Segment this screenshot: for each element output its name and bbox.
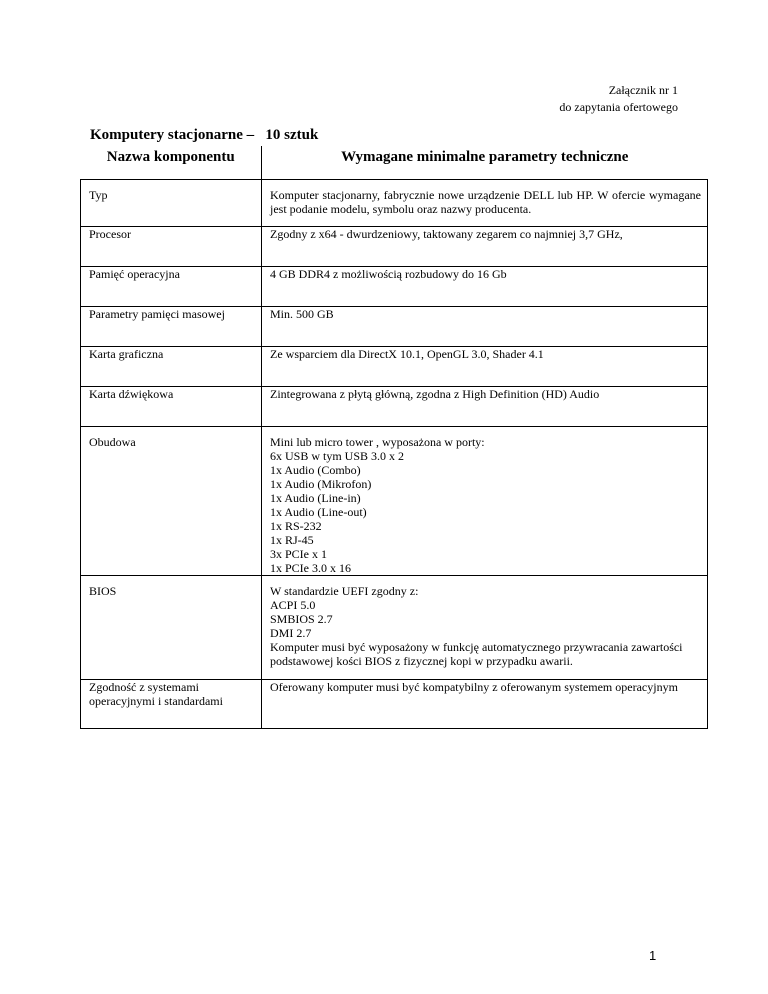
- row-value: [262, 576, 708, 680]
- table-header-row: [81, 146, 708, 180]
- row-name: Parametry pamięci masowej: [81, 307, 262, 347]
- table-row: [81, 267, 708, 307]
- row-name: Procesor: [81, 227, 262, 267]
- header-component-name: Nazwa komponentu: [81, 146, 262, 180]
- annex-number: Załącznik nr 1: [608, 83, 678, 97]
- row-value: 4 GB DDR4 z możliwością rozbudowy do 16 Gb: [262, 267, 708, 307]
- row-name: Karta graficzna: [81, 347, 262, 387]
- row-name: Typ: [81, 180, 262, 227]
- row-value-line: 1x Audio (Mikrofon): [270, 477, 372, 491]
- row-value: Zgodny z x64 - dwurdzeniowy, taktowany zegarem co najmniej 3,7 GHz,: [262, 227, 708, 267]
- row-name: Obudowa: [81, 427, 262, 576]
- row-value-line: 1x RS-232: [270, 519, 322, 533]
- section-heading: Komputery stacjonarne – 10 sztuk: [90, 127, 319, 143]
- table-row: [81, 307, 708, 347]
- table-row: [81, 427, 708, 576]
- row-value-line: 6x USB w tym USB 3.0 x 2: [270, 449, 405, 463]
- row-value: Oferowany komputer musi być kompatybilny z oferowanym systemem operacyjnym: [262, 680, 708, 729]
- row-value-line: DMI 2.7: [270, 626, 312, 640]
- spec-table: [80, 146, 708, 729]
- row-value-line: W standardzie UEFI zgodny z:: [270, 584, 419, 598]
- row-value-line: 1x RJ-45: [270, 533, 314, 547]
- table-row: [81, 680, 708, 729]
- row-value-line: 1x Audio (Line-out): [270, 505, 367, 519]
- annex-subtitle: do zapytania ofertowego: [559, 100, 678, 114]
- row-value-line: 1x Audio (Combo): [270, 463, 361, 477]
- row-value: [262, 427, 708, 576]
- row-value: Komputer stacjonarny, fabrycznie nowe urządzenie DELL lub HP. W ofercie wymagane jest podanie modelu, symbolu oraz nazwy producenta.: [262, 180, 708, 227]
- table-row: [81, 387, 708, 427]
- row-name: Pamięć operacyjna: [81, 267, 262, 307]
- row-value-line: 1x PCIe 3.0 x 16: [270, 561, 351, 575]
- row-value: Ze wsparciem dla DirectX 10.1, OpenGL 3.0, Shader 4.1: [262, 347, 708, 387]
- annex-note: [378, 82, 678, 116]
- table-row: [81, 180, 708, 227]
- table-row: [81, 347, 708, 387]
- header-requirements: Wymagane minimalne parametry techniczne: [262, 146, 708, 180]
- row-name: Zgodność z systemami operacyjnymi i standardami: [81, 680, 262, 729]
- row-value-line: Mini lub micro tower , wyposażona w porty:: [270, 435, 485, 449]
- row-name: BIOS: [81, 576, 262, 680]
- table-row: [81, 227, 708, 267]
- page-number: 1: [649, 948, 657, 963]
- row-value-line: 3x PCIe x 1: [270, 547, 327, 561]
- row-value-line: 1x Audio (Line-in): [270, 491, 361, 505]
- table-row: [81, 576, 708, 680]
- row-value-line: ACPI 5.0: [270, 598, 316, 612]
- row-value-line: SMBIOS 2.7: [270, 612, 333, 626]
- row-value: Zintegrowana z płytą główną, zgodna z High Definition (HD) Audio: [262, 387, 708, 427]
- row-value-line: Komputer musi być wyposażony w funkcję automatycznego przywracania zawartości podstawowej kości BIOS z fizycznej kopi w przypadku awarii.: [270, 640, 683, 668]
- row-name: Karta dźwiękowa: [81, 387, 262, 427]
- row-value: Min. 500 GB: [262, 307, 708, 347]
